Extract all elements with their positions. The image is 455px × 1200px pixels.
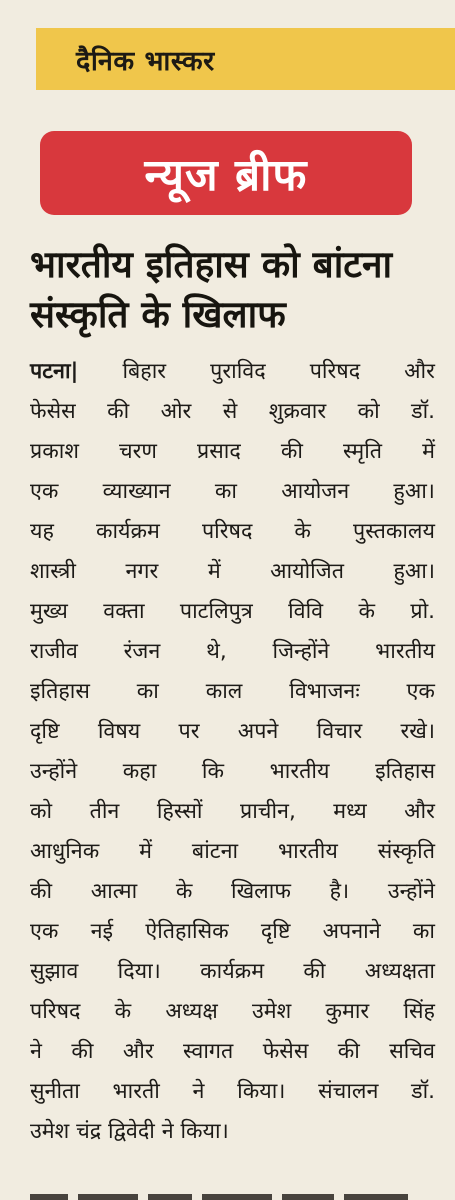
article-word: आत्मा xyxy=(90,879,138,904)
article-headline xyxy=(30,240,440,340)
article-word: और xyxy=(122,1039,154,1064)
article-word: स्वागत xyxy=(183,1039,234,1064)
article-word: एक xyxy=(30,919,59,944)
article-word: कि xyxy=(201,759,225,784)
article-word: फेसेस xyxy=(262,1039,309,1064)
article-word: की xyxy=(337,1039,360,1064)
article-word: की xyxy=(30,879,53,904)
article-word: मुख्य xyxy=(30,599,68,624)
article-word: भारतीय xyxy=(278,839,338,864)
article-word: अपने xyxy=(237,719,279,744)
article-word: है। xyxy=(329,879,350,904)
article-word: रंजन xyxy=(123,639,161,664)
article-line xyxy=(30,952,435,992)
article-word: अपनाने xyxy=(322,919,381,944)
article-word: प्रो. xyxy=(410,599,435,624)
article-line xyxy=(30,872,435,912)
article-word: विषय xyxy=(97,719,141,744)
article-line xyxy=(30,832,435,872)
article-word: किया। xyxy=(237,1079,286,1104)
article-word: अध्यक्ष xyxy=(165,999,218,1024)
article-word: की xyxy=(107,399,130,424)
article-word: ने xyxy=(192,1079,205,1104)
article-line xyxy=(30,1112,435,1152)
article-word: और xyxy=(404,799,435,824)
article-word: कार्यक्रम xyxy=(95,519,160,544)
article-word: कुमार xyxy=(325,999,370,1024)
article-word: वक्ता xyxy=(103,599,145,624)
article-word: में xyxy=(207,559,221,584)
article-word: सुझाव xyxy=(30,959,79,984)
article-word: हुआ। xyxy=(393,479,435,504)
article-word: काल xyxy=(205,679,243,704)
article-word: मध्य xyxy=(333,799,367,824)
article-word: से xyxy=(222,399,238,424)
article-word: की xyxy=(71,1039,94,1064)
article-word: उन्होंने xyxy=(387,879,435,904)
article-word: में xyxy=(139,839,152,864)
newspaper-title: दैनिक भास्कर xyxy=(76,45,215,77)
article-word: दृष्टि xyxy=(30,719,60,744)
article-word: के xyxy=(294,519,311,544)
article-word: परिषद xyxy=(309,359,361,384)
article-word: सचिव xyxy=(389,1039,435,1064)
article-word: का xyxy=(412,919,435,944)
article-word: यह xyxy=(30,519,54,544)
article-word: आधुनिक xyxy=(30,839,100,864)
article-word: अध्यक्षता xyxy=(364,959,435,984)
news-brief-label: न्यूज ब्रीफ xyxy=(144,150,308,201)
masthead xyxy=(36,28,455,90)
article-word: बिहार xyxy=(122,359,167,384)
article-line xyxy=(30,992,435,1032)
article-word: सुनीता xyxy=(30,1079,80,1104)
article-word: एक xyxy=(30,479,59,504)
article-word: भारतीय xyxy=(269,759,330,784)
article-line xyxy=(30,712,435,752)
article-word: शुक्रवार xyxy=(268,399,327,424)
article-line xyxy=(30,1072,435,1112)
article-word: परिषद xyxy=(30,999,81,1024)
article-word: का xyxy=(136,679,159,704)
article-word: तीन xyxy=(89,799,120,824)
article-word: के xyxy=(175,879,193,904)
article-word: एक xyxy=(406,679,435,704)
article-line xyxy=(30,632,435,672)
article-line xyxy=(30,752,435,792)
article-line xyxy=(30,592,435,632)
article-word: उमेश xyxy=(252,999,292,1024)
article-word: का xyxy=(214,479,237,504)
article-word: परिषद xyxy=(201,519,253,544)
article-word: इतिहास xyxy=(30,679,90,704)
article-word: ओर xyxy=(160,399,192,424)
article-word: आयोजन xyxy=(281,479,350,504)
article-word: इतिहास xyxy=(375,759,435,784)
article-word: हुआ। xyxy=(393,559,435,584)
article-line xyxy=(30,392,435,432)
article-word: बांटना xyxy=(191,839,239,864)
article-word: जिन्होंने xyxy=(272,639,330,664)
article-word: नई xyxy=(90,919,114,944)
article-word: डॉ. xyxy=(411,399,435,424)
article-word: आयोजित xyxy=(270,559,344,584)
article-word: में xyxy=(422,439,435,464)
article-word: को xyxy=(30,799,53,824)
article-word: के xyxy=(114,999,132,1024)
article-word: कार्यक्रम xyxy=(200,959,265,984)
article-word: भारतीय xyxy=(375,639,435,664)
article-word: डॉ. xyxy=(411,1079,435,1104)
article-word: विभाजनः xyxy=(289,679,360,704)
article-word: पुराविद xyxy=(210,359,266,384)
article-body xyxy=(30,352,435,1152)
article-word: दिया। xyxy=(117,959,161,984)
article-line xyxy=(30,432,435,472)
article-line xyxy=(30,912,435,952)
article-word: और xyxy=(404,359,435,384)
article-word: विचार xyxy=(316,719,363,744)
article-word: नगर xyxy=(125,559,159,584)
article-word: प्रसाद xyxy=(197,439,241,464)
article-word: प्राचीन, xyxy=(239,799,296,824)
article-word: की xyxy=(280,439,303,464)
news-brief-banner xyxy=(40,131,412,215)
article-word: सिंह xyxy=(403,999,435,1024)
article-word: संस्कृति xyxy=(377,839,435,864)
article-word: शास्त्री xyxy=(30,559,76,584)
article-line xyxy=(30,352,435,392)
article-word: पुस्तकालय xyxy=(353,519,435,544)
article-word: पर xyxy=(178,719,200,744)
article-word: उन्होंने xyxy=(30,759,78,784)
article-word: दृष्टि xyxy=(260,919,291,944)
article-line xyxy=(30,472,435,512)
article-line xyxy=(30,552,435,592)
article-word: की xyxy=(303,959,326,984)
headline-line-1: भारतीय इतिहास को बांटना xyxy=(30,243,393,286)
article-word: उमेश चंद्र द्विवेदी ने किया। xyxy=(30,1119,229,1144)
article-word: प्रकाश xyxy=(30,439,79,464)
article-word: व्याख्यान xyxy=(102,479,171,504)
dateline: पटना| xyxy=(30,359,79,384)
article-word: विवि xyxy=(288,599,324,624)
article-line xyxy=(30,792,435,832)
article-word: पाटलिपुत्र xyxy=(179,599,253,624)
article-word: ने xyxy=(30,1039,42,1064)
article-word: ऐतिहासिक xyxy=(145,919,229,944)
article-word: खिलाफ xyxy=(231,879,291,904)
article-word: भारती xyxy=(112,1079,160,1104)
article-word: के xyxy=(358,599,375,624)
article-word: फेसेस xyxy=(30,399,76,424)
article-word: हिस्सों xyxy=(156,799,203,824)
article-word: राजीव xyxy=(30,639,78,664)
article-word: थे, xyxy=(206,639,227,664)
article-line xyxy=(30,1032,435,1072)
article-word: स्मृति xyxy=(342,439,383,464)
article-word: रखे। xyxy=(400,719,435,744)
article-line xyxy=(30,672,435,712)
headline-line-2: संस्कृति के खिलाफ xyxy=(30,293,286,336)
article-word: चरण xyxy=(118,439,157,464)
article-word: संचालन xyxy=(318,1079,379,1104)
article-word: को xyxy=(357,399,380,424)
cut-off-next-line xyxy=(30,1186,435,1200)
article-word: कहा xyxy=(122,759,157,784)
article-line xyxy=(30,512,435,552)
